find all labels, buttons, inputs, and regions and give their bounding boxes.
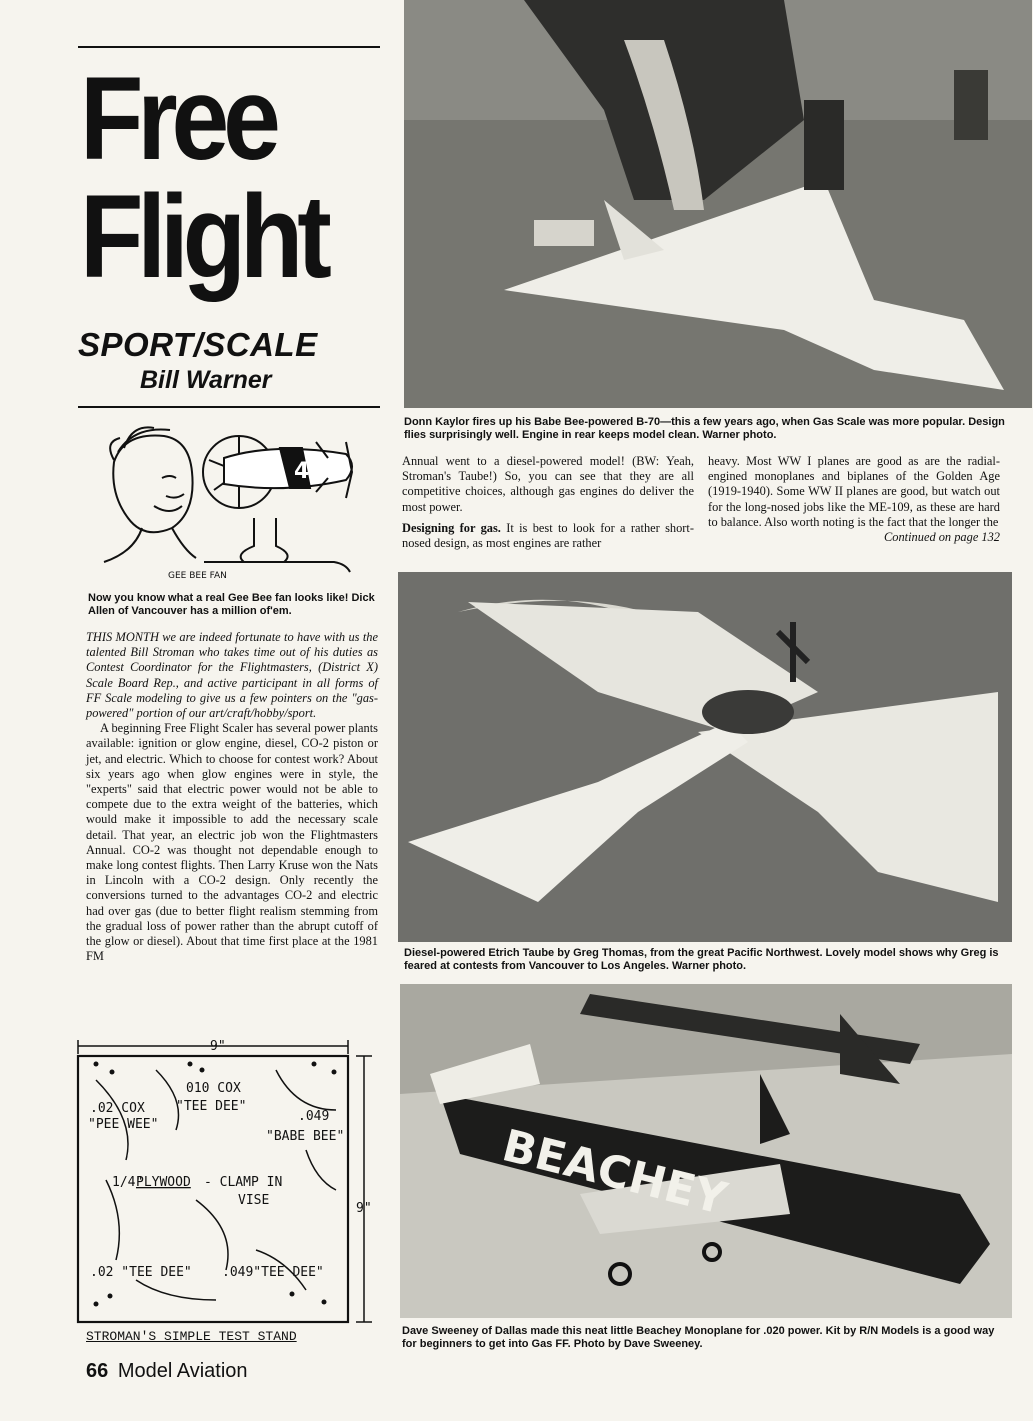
test-stand-drawing bbox=[76, 1040, 376, 1340]
photo-b70-engine-start bbox=[404, 0, 1032, 408]
column-2-text bbox=[402, 454, 694, 551]
label-049: .049 bbox=[298, 1109, 330, 1124]
caption-middle-photo: Diesel-powered Etrich Taube by Greg Thomas, from the great Pacific Northwest. Lovely model shows why Greg is feared at contests from Vancouver to Los Angeles. Warner photo. bbox=[404, 947, 999, 972]
cartoon-race-number: 4 bbox=[294, 459, 310, 484]
beachey-wing-lettering: BEACHEY bbox=[497, 1120, 732, 1225]
intro-paragraph: THIS MONTH we are indeed fortunate to have with us the talented Bill Stroman who takes time out of his duties as Contest Coordinator for the Flightmasters, (District X) Scale Board Rep., and active participant in all forms of FF Scale modeling to give us a few pointers on the "gas-powered" portion of our art/craft/hobby/sport. bbox=[86, 630, 378, 721]
subhead-designing-for-gas: Designing for gas. bbox=[402, 520, 501, 535]
page-folio bbox=[86, 1360, 248, 1383]
column-3-text bbox=[708, 454, 1000, 545]
label-plywood-fraction: 1/4" bbox=[112, 1175, 144, 1190]
department-title: SPORT/SCALE bbox=[78, 326, 318, 363]
label-049-tee-dee: .049"TEE DEE" bbox=[222, 1265, 324, 1280]
gee-bee-cartoon bbox=[84, 422, 378, 584]
cartoon-drawing bbox=[84, 422, 378, 584]
masthead-rule bbox=[78, 406, 380, 408]
label-plywood: PLYWOOD bbox=[136, 1175, 191, 1190]
taube-photo-image bbox=[398, 572, 1012, 942]
test-stand-diagram bbox=[76, 1040, 376, 1340]
column-2-paragraph-1: Annual went to a diesel-powered model! (BW: Yeah, Stroman's Taube!) So, you can see that they are all competitive choices, although gas engines do deliver the most power. bbox=[402, 454, 694, 514]
page-number: 66 bbox=[86, 1360, 109, 1382]
label-babe-bee: "BABE BEE" bbox=[266, 1129, 345, 1144]
label-vise: VISE bbox=[238, 1193, 270, 1208]
label-tee-dee: "TEE DEE" bbox=[176, 1099, 247, 1114]
cartoon-label: GEE BEE FAN bbox=[168, 571, 227, 581]
test-stand-title: STROMAN'S SIMPLE TEST STAND bbox=[86, 1329, 297, 1344]
b70-photo-image bbox=[404, 0, 1032, 408]
label-010-cox: 010 COX bbox=[186, 1081, 241, 1096]
column-1-text bbox=[86, 630, 378, 964]
label-02-cox: .02 COX bbox=[90, 1101, 145, 1116]
masthead-line-1: Free bbox=[80, 53, 275, 185]
masthead-line-2: Flight bbox=[80, 171, 326, 303]
dimension-height: 9" bbox=[356, 1201, 372, 1216]
continued-line: Continued on page 132 bbox=[884, 530, 1000, 545]
magazine-name: Model Aviation bbox=[117, 1360, 248, 1382]
beachey-photo-image bbox=[400, 984, 1012, 1318]
column-2-paragraph-2-text: It is best to look for a rather short-nosed design, as most engines are rather bbox=[402, 520, 694, 551]
label-pee-wee: "PEE WEE" bbox=[88, 1117, 159, 1132]
caption-top-photo: Donn Kaylor fires up his Babe Bee-powered B-70—this a few years ago, when Gas Scale was more popular. Design flies surprisingly well. Engine in rear keeps model clean. Warner photo. bbox=[404, 416, 1005, 441]
label-clamp-in: - CLAMP IN bbox=[204, 1175, 283, 1190]
label-02-tee-dee: .02 "TEE DEE" bbox=[90, 1265, 192, 1280]
cartoon-caption: Now you know what a real Gee Bee fan looks like! Dick Allen of Vancouver has a million of'em. bbox=[88, 592, 375, 617]
photo-etrich-taube bbox=[398, 572, 1012, 942]
body-paragraph-1: A beginning Free Flight Scaler has several power plants available: ignition or glow engine, diesel, CO-2 piston or jet, and electric. Which to choose for contest work? About six years ago when glow engines were in style, the "experts" said that electric power would not be able to compete due to the extra weight of the batteries, which would make it impossible to add the necessary scale detail. That year, an electric job won the Flightmasters Annual. CO-2 was thought not dependable enough to make long contest flights. Then Larry Kruse won the Nats in Lincoln with a CO-2 design. Only recently the conversions turned to the advantages CO-2 and electric had over gas (due to better flight realism stemming from the gradual loss of power rather than the abrupt cutoff of the glow or diesel). About that time first place at the 1981 FM bbox=[86, 721, 378, 964]
column-2-paragraph-2 bbox=[402, 521, 694, 551]
top-rule bbox=[78, 46, 380, 48]
caption-bottom-photo: Dave Sweeney of Dallas made this neat little Beachey Monoplane for .020 power. Kit by R/N Models is a good way for beginners to get into Gas FF. Photo by Dave Sweeney. bbox=[402, 1325, 995, 1350]
dimension-width: 9" bbox=[210, 1040, 226, 1054]
column-3-paragraph-1: heavy. Most WW I planes are good as are the radial-engined monoplanes and biplanes of the Golden Age (1919-1940). Some WW II planes are good, but watch out for the long-nosed jobs like the ME-109, as these are hard to balance. Also worth noting is the fact that the longer the bbox=[708, 454, 1000, 529]
author-byline: Bill Warner bbox=[140, 366, 272, 394]
masthead-title bbox=[80, 53, 326, 303]
photo-beachey-monoplane bbox=[400, 984, 1012, 1318]
